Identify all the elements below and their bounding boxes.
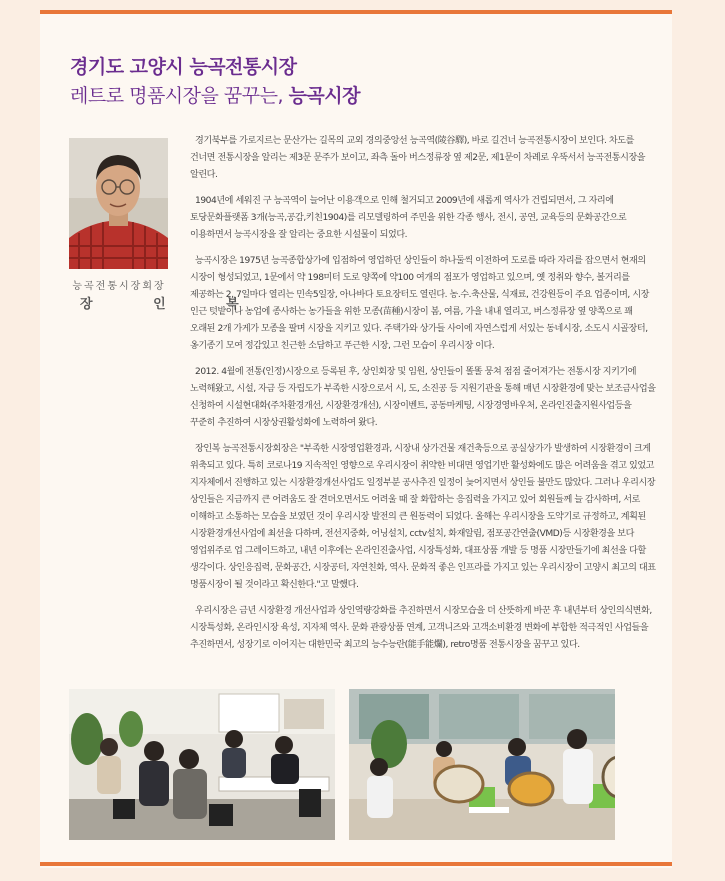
profile-role: 능곡전통시장회장 xyxy=(72,281,166,292)
article-body xyxy=(190,133,656,663)
page-subtitle xyxy=(70,81,360,108)
article-paragraph: 2012. 4월에 전통(인정)시장으로 등록된 후, 상인회장 및 임원, 상인들이 똘똘 뭉쳐 점점 줄어져가는 전통시장 지키기에 노력해왔고, 시설, 자금 등 자립도가 부족한 시장으로서 시, 도, 소진공 등 지원기관을 통해 매년 시장환경에 맞는 보조금사업을 신청하여 시설현대화(주차환경개선, 시장환경개선), 시장이벤트, 공동마케팅, 시장경영바우처, 온라인진출지원사업등을 꾸준히 추진하여 시장상권활성화에 노력하여 왔다. xyxy=(190,367,656,428)
portrait-photo xyxy=(69,138,168,269)
drum-class-photo xyxy=(349,689,615,840)
top-rule xyxy=(40,10,672,14)
bottom-rule xyxy=(40,862,672,866)
article-paragraph: 능곡시장은 1975년 능곡종합상가에 입점하여 영업하던 상인들이 하나둘씩 이전하여 도로를 따라 자리를 잡으면서 현재의 시장이 형성되었고, 1문에서 약 198미터 도로 양쪽에 약100 여개의 점포가 영업하고 있으며, 옛 정취와 향수, 볼거리를 제공하는 2, 7일마다 열리는 민속5일장, 아나바다 토요장터도 열린다. 농.수.축산물, 식재료, 건강원등이 주요 업종이며, 시장 인근 텃밭이나 농업에 종사하는 농가들을 위한 모종(苗種)시장이 봄, 여름, 가을 내내 열리고, 버스정류장 옆 양쪽으로 꽤 오래된 2개 가게가 모종을 팔며 시장을 지키고 있다. 주택가와 상가들 사이에 자연스럽게 서있는 동네시장, 소도시 시골장터, 옹기종기 모여 정감있고 친근한 소담하고 푸근한 시장, 그런 모습이 우리시장 이다. xyxy=(190,256,649,351)
article-paragraph: 우리시장은 금년 시장환경 개선사업과 상인역량강화를 추진하면서 시장모습을 더 산뜻하게 바꾼 후 내년부터 상인의식변화, 시장특성화, 온라인시장 육성, 지자체 역사. 문화 관광상품 연계, 고객니즈와 고객소비환경 변화에 부합한 적극적인 사업들을 추진하면서, 성장기로 이어지는 대한민국 최고의 능수능란(能手能爛), retro명품 전통시장을 꿈꾸고 있다. xyxy=(190,606,652,650)
subtitle-highlight: 능곡시장 xyxy=(288,85,360,107)
article-paragraph: 1904년에 세워진 구 능곡역이 늘어난 이용객으로 인해 철거되고 2009년에 새롭게 역사가 건립되면서, 그 자리에 토당문화플랫폼 3개(능곡,공감,키친1904)를 리모델링하여 주민을 위한 각종 행사, 전시, 공연, 교육등의 문화공간으로 이용하면서 능곡시장을 잘 알리는 중요한 시설물이 되었다. xyxy=(190,196,627,240)
profile-name: 장 인 복 xyxy=(80,297,267,312)
subtitle-text: 레트로 명품시장을 꿈꾸는, xyxy=(70,85,289,107)
article-paragraph: 장인복 능곡전통시장회장은 "부족한 시장영업환경과, 시장내 상가건물 재건축등으로 공실상가가 발생하여 시장환경이 크게 위축되고 있다. 특히 코로나19 지속적인 영향으로 우리시장이 취약한 비대면 영업기반 활성화에도 많은 어려움을 겪고 있었고 지자체에서 진행하고 있는 시장환경개선사업도 일정부분 공사추진 일정이 늦어지면서 상인들 불만도 많았다. 그러나 우리시장 상인들은 지금까지 큰 어려움도 잘 견뎌오면서도 어려울 때 잘 화합하는 응집력을 가지고 있어 회원들께 늘 감사하며, 서로 이해하고 소통하는 모습을 보였던 것이 우리시장 발전의 큰 원동력이 되었다. 올해는 우리시장을 도약기로 규정하고, 계획된 시장환경개선사업에 최선을 다하며, 전선지중화, 어닝설치, cctv설치, 화재알림, 점포공간연출(VMD)등 시장환경을 보다 영업위주로 업 그레이드하고, 내년 이후에는 온라인진출사업, 시장특성화, 대표상품 개발 등 명품 시장만들기에 최선을 다할 생각이다. 상인응집력, 문화공간, 시장공터, 자연친화, 역사. 문화적 좋은 인프라를 가지고 있는 우리시장이 고양시 최고의 대표 명품시장이 될 것이라고 확신한다."고 말했다. xyxy=(190,444,656,590)
page-title: 경기도 고양시 능곡전통시장 xyxy=(70,56,297,78)
meeting-photo xyxy=(69,689,335,840)
article-paragraph: 경기북부를 가로지르는 문산가는 길목의 교외 경의중앙선 능곡역(陵谷驛), 바로 길건너 능곡전통시장이 보인다. 차도를 건너면 전통시장을 알리는 제3문 문주가 보이고, 좌측 돌아 버스정류장 옆 제2문, 제1문이 차례로 우뚝서서 능곡전통시장을 알린다. xyxy=(190,136,646,180)
